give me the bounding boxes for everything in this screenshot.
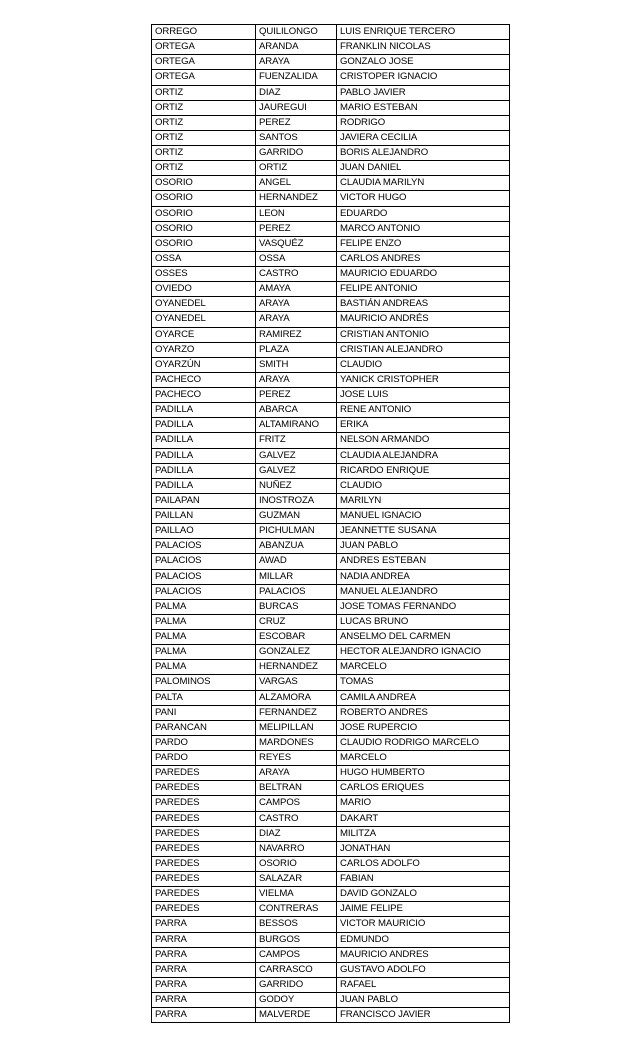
given-names-cell: ROBERTO ANDRES <box>337 705 510 720</box>
second-surname-cell: GALVEZ <box>256 448 337 463</box>
given-names-cell: JUAN DANIEL <box>337 161 510 176</box>
given-names-cell: RODRIGO <box>337 115 510 130</box>
table-row <box>152 660 510 675</box>
given-names-cell: FELIPE ENZO <box>337 236 510 251</box>
second-surname-cell: DIAZ <box>256 85 337 100</box>
given-names-cell: PABLO JAVIER <box>337 85 510 100</box>
second-surname-cell: ARANDA <box>256 40 337 55</box>
second-surname-cell: ESCOBAR <box>256 630 337 645</box>
table-row <box>152 478 510 493</box>
given-names-cell: JOSE TOMAS FERNANDO <box>337 599 510 614</box>
first-surname-cell: PADILLA <box>152 403 256 418</box>
first-surname-cell: PARRA <box>152 993 256 1008</box>
given-names-cell: JONATHAN <box>337 841 510 856</box>
table-row <box>152 917 510 932</box>
second-surname-cell: BURCAS <box>256 599 337 614</box>
table-row <box>152 993 510 1008</box>
first-surname-cell: PADILLA <box>152 478 256 493</box>
first-surname-cell: PARDO <box>152 735 256 750</box>
table-row <box>152 781 510 796</box>
table-row <box>152 872 510 887</box>
given-names-cell: NADIA ANDREA <box>337 569 510 584</box>
second-surname-cell: SANTOS <box>256 130 337 145</box>
first-surname-cell: OYARCE <box>152 327 256 342</box>
given-names-cell: MARILYN <box>337 493 510 508</box>
table-row <box>152 191 510 206</box>
first-surname-cell: PALACIOS <box>152 584 256 599</box>
second-surname-cell: PLAZA <box>256 342 337 357</box>
first-surname-cell: PAREDES <box>152 811 256 826</box>
second-surname-cell: PICHULMAN <box>256 524 337 539</box>
table-row <box>152 85 510 100</box>
table-row <box>152 115 510 130</box>
first-surname-cell: PAILLAO <box>152 524 256 539</box>
first-surname-cell: PADILLA <box>152 463 256 478</box>
given-names-cell: CLAUDIA MARILYN <box>337 176 510 191</box>
table-row <box>152 312 510 327</box>
table-row <box>152 509 510 524</box>
given-names-cell: JUAN PABLO <box>337 539 510 554</box>
first-surname-cell: PARRA <box>152 917 256 932</box>
second-surname-cell: ABANZUA <box>256 539 337 554</box>
second-surname-cell: AMAYA <box>256 282 337 297</box>
first-surname-cell: OSSES <box>152 267 256 282</box>
given-names-cell: JAVIERA CECILIA <box>337 130 510 145</box>
first-surname-cell: OSORIO <box>152 191 256 206</box>
second-surname-cell: MALVERDE <box>256 1008 337 1023</box>
table-row <box>152 705 510 720</box>
table-row <box>152 902 510 917</box>
second-surname-cell: FUENZALIDA <box>256 70 337 85</box>
first-surname-cell: PALTA <box>152 690 256 705</box>
second-surname-cell: ALTAMIRANO <box>256 418 337 433</box>
table-row <box>152 841 510 856</box>
table-row <box>152 962 510 977</box>
given-names-cell: MAURICIO ANDRES <box>337 947 510 962</box>
table-row <box>152 796 510 811</box>
given-names-cell: MARCELO <box>337 751 510 766</box>
given-names-cell: BORIS ALEJANDRO <box>337 146 510 161</box>
given-names-cell: FABIAN <box>337 872 510 887</box>
second-surname-cell: ALZAMORA <box>256 690 337 705</box>
first-surname-cell: ORTEGA <box>152 55 256 70</box>
second-surname-cell: HERNANDEZ <box>256 660 337 675</box>
given-names-cell: CARLOS ADOLFO <box>337 856 510 871</box>
second-surname-cell: PEREZ <box>256 388 337 403</box>
given-names-cell: CAMILA ANDREA <box>337 690 510 705</box>
second-surname-cell: BESSOS <box>256 917 337 932</box>
second-surname-cell: GONZALEZ <box>256 645 337 660</box>
table-row <box>152 433 510 448</box>
second-surname-cell: OSORIO <box>256 856 337 871</box>
second-surname-cell: NUÑEZ <box>256 478 337 493</box>
second-surname-cell: REYES <box>256 751 337 766</box>
second-surname-cell: BELTRAN <box>256 781 337 796</box>
first-surname-cell: PADILLA <box>152 418 256 433</box>
given-names-cell: MANUEL IGNACIO <box>337 509 510 524</box>
table-row <box>152 40 510 55</box>
first-surname-cell: OYANEDEL <box>152 297 256 312</box>
table-row <box>152 584 510 599</box>
second-surname-cell: CONTRERAS <box>256 902 337 917</box>
first-surname-cell: ORTEGA <box>152 40 256 55</box>
second-surname-cell: OSSA <box>256 251 337 266</box>
table-row <box>152 418 510 433</box>
first-surname-cell: OSORIO <box>152 221 256 236</box>
first-surname-cell: OYARZO <box>152 342 256 357</box>
second-surname-cell: GUZMAN <box>256 509 337 524</box>
table-row <box>152 206 510 221</box>
first-surname-cell: PARRA <box>152 947 256 962</box>
first-surname-cell: PAREDES <box>152 826 256 841</box>
given-names-cell: JEANNETTE SUSANA <box>337 524 510 539</box>
given-names-cell: ANDRES ESTEBAN <box>337 554 510 569</box>
table-row <box>152 448 510 463</box>
table-row <box>152 645 510 660</box>
given-names-cell: MAURICIO ANDRÉS <box>337 312 510 327</box>
table-row <box>152 826 510 841</box>
given-names-cell: TOMAS <box>337 675 510 690</box>
given-names-cell: JOSE LUIS <box>337 388 510 403</box>
given-names-cell: MANUEL ALEJANDRO <box>337 584 510 599</box>
second-surname-cell: JAUREGUI <box>256 100 337 115</box>
first-surname-cell: PALMA <box>152 660 256 675</box>
second-surname-cell: ARAYA <box>256 297 337 312</box>
first-surname-cell: PAREDES <box>152 841 256 856</box>
table-row <box>152 539 510 554</box>
first-surname-cell: PANI <box>152 705 256 720</box>
name-list-sheet <box>151 24 509 1023</box>
table-row <box>152 176 510 191</box>
table-row <box>152 357 510 372</box>
first-surname-cell: PALACIOS <box>152 554 256 569</box>
given-names-cell: DAVID GONZALO <box>337 887 510 902</box>
given-names-cell: CLAUDIO <box>337 357 510 372</box>
table-row <box>152 267 510 282</box>
second-surname-cell: ABARCA <box>256 403 337 418</box>
given-names-cell: EDMUNDO <box>337 932 510 947</box>
first-surname-cell: PAILAPAN <box>152 493 256 508</box>
second-surname-cell: ARAYA <box>256 55 337 70</box>
given-names-cell: VICTOR HUGO <box>337 191 510 206</box>
table-row <box>152 161 510 176</box>
table-row <box>152 236 510 251</box>
second-surname-cell: GALVEZ <box>256 463 337 478</box>
table-row <box>152 887 510 902</box>
given-names-cell: CRISTIAN ALEJANDRO <box>337 342 510 357</box>
second-surname-cell: VIELMA <box>256 887 337 902</box>
table-row <box>152 720 510 735</box>
second-surname-cell: VARGAS <box>256 675 337 690</box>
given-names-cell: FRANKLIN NICOLAS <box>337 40 510 55</box>
table-row <box>152 327 510 342</box>
given-names-cell: JOSE RUPERCIO <box>337 720 510 735</box>
names-table <box>151 24 510 1023</box>
given-names-cell: CLAUDIO RODRIGO MARCELO <box>337 735 510 750</box>
first-surname-cell: PAREDES <box>152 781 256 796</box>
first-surname-cell: PAREDES <box>152 902 256 917</box>
first-surname-cell: PAREDES <box>152 856 256 871</box>
second-surname-cell: ARAYA <box>256 766 337 781</box>
second-surname-cell: ORTIZ <box>256 161 337 176</box>
second-surname-cell: SMITH <box>256 357 337 372</box>
given-names-cell: RAFAEL <box>337 977 510 992</box>
table-row <box>152 146 510 161</box>
table-row <box>152 297 510 312</box>
second-surname-cell: CAMPOS <box>256 947 337 962</box>
first-surname-cell: PALMA <box>152 614 256 629</box>
second-surname-cell: CARRASCO <box>256 962 337 977</box>
given-names-cell: CLAUDIA ALEJANDRA <box>337 448 510 463</box>
table-row <box>152 675 510 690</box>
names-table-body <box>152 25 510 1023</box>
first-surname-cell: PALMA <box>152 599 256 614</box>
given-names-cell: LUIS ENRIQUE TERCERO <box>337 25 510 40</box>
table-row <box>152 403 510 418</box>
table-row <box>152 735 510 750</box>
given-names-cell: ANSELMO DEL CARMEN <box>337 630 510 645</box>
second-surname-cell: CRUZ <box>256 614 337 629</box>
table-row <box>152 100 510 115</box>
given-names-cell: DAKART <box>337 811 510 826</box>
first-surname-cell: PAREDES <box>152 796 256 811</box>
table-row <box>152 524 510 539</box>
first-surname-cell: PAREDES <box>152 766 256 781</box>
first-surname-cell: PARRA <box>152 977 256 992</box>
table-row <box>152 55 510 70</box>
given-names-cell: MILITZA <box>337 826 510 841</box>
first-surname-cell: ORTIZ <box>152 161 256 176</box>
table-row <box>152 947 510 962</box>
given-names-cell: VICTOR MAURICIO <box>337 917 510 932</box>
table-row <box>152 932 510 947</box>
second-surname-cell: AWAD <box>256 554 337 569</box>
table-row <box>152 25 510 40</box>
table-row <box>152 130 510 145</box>
first-surname-cell: PAREDES <box>152 887 256 902</box>
second-surname-cell: SALAZAR <box>256 872 337 887</box>
second-surname-cell: INOSTROZA <box>256 493 337 508</box>
second-surname-cell: GARRIDO <box>256 977 337 992</box>
given-names-cell: NELSON ARMANDO <box>337 433 510 448</box>
given-names-cell: GUSTAVO ADOLFO <box>337 962 510 977</box>
first-surname-cell: PACHECO <box>152 372 256 387</box>
given-names-cell: CRISTOPER IGNACIO <box>337 70 510 85</box>
first-surname-cell: ORTIZ <box>152 146 256 161</box>
first-surname-cell: ORTIZ <box>152 100 256 115</box>
table-row <box>152 493 510 508</box>
first-surname-cell: PARDO <box>152 751 256 766</box>
first-surname-cell: PAREDES <box>152 872 256 887</box>
table-row <box>152 630 510 645</box>
second-surname-cell: PEREZ <box>256 115 337 130</box>
first-surname-cell: PALACIOS <box>152 569 256 584</box>
given-names-cell: JUAN PABLO <box>337 993 510 1008</box>
given-names-cell: YANICK CRISTOPHER <box>337 372 510 387</box>
first-surname-cell: PARANCAN <box>152 720 256 735</box>
second-surname-cell: BURGOS <box>256 932 337 947</box>
table-row <box>152 554 510 569</box>
second-surname-cell: ANGEL <box>256 176 337 191</box>
first-surname-cell: OSORIO <box>152 206 256 221</box>
table-row <box>152 690 510 705</box>
second-surname-cell: PALACIOS <box>256 584 337 599</box>
second-surname-cell: QUILILONGO <box>256 25 337 40</box>
table-row <box>152 811 510 826</box>
second-surname-cell: GODOY <box>256 993 337 1008</box>
given-names-cell: FELIPE ANTONIO <box>337 282 510 297</box>
second-surname-cell: MELIPILLAN <box>256 720 337 735</box>
given-names-cell: ERIKA <box>337 418 510 433</box>
first-surname-cell: OSSA <box>152 251 256 266</box>
second-surname-cell: CAMPOS <box>256 796 337 811</box>
second-surname-cell: LEON <box>256 206 337 221</box>
second-surname-cell: DIAZ <box>256 826 337 841</box>
first-surname-cell: PALMA <box>152 630 256 645</box>
given-names-cell: MARIO ESTEBAN <box>337 100 510 115</box>
second-surname-cell: MILLAR <box>256 569 337 584</box>
table-row <box>152 1008 510 1023</box>
second-surname-cell: GARRIDO <box>256 146 337 161</box>
second-surname-cell: NAVARRO <box>256 841 337 856</box>
table-row <box>152 251 510 266</box>
first-surname-cell: ORTIZ <box>152 130 256 145</box>
table-row <box>152 766 510 781</box>
given-names-cell: LUCAS BRUNO <box>337 614 510 629</box>
first-surname-cell: PADILLA <box>152 433 256 448</box>
second-surname-cell: MARDONES <box>256 735 337 750</box>
given-names-cell: CARLOS ERIQUES <box>337 781 510 796</box>
first-surname-cell: OYARZÚN <box>152 357 256 372</box>
table-row <box>152 70 510 85</box>
table-row <box>152 388 510 403</box>
given-names-cell: CLAUDIO <box>337 478 510 493</box>
table-row <box>152 463 510 478</box>
second-surname-cell: VASQUÉZ <box>256 236 337 251</box>
given-names-cell: HECTOR ALEJANDRO IGNACIO <box>337 645 510 660</box>
first-surname-cell: PALMA <box>152 645 256 660</box>
second-surname-cell: ARAYA <box>256 372 337 387</box>
table-row <box>152 856 510 871</box>
given-names-cell: MARIO <box>337 796 510 811</box>
first-surname-cell: PARRA <box>152 932 256 947</box>
second-surname-cell: FRITZ <box>256 433 337 448</box>
given-names-cell: GONZALO JOSE <box>337 55 510 70</box>
table-row <box>152 282 510 297</box>
table-row <box>152 599 510 614</box>
second-surname-cell: RAMIREZ <box>256 327 337 342</box>
first-surname-cell: PARRA <box>152 962 256 977</box>
given-names-cell: RICARDO ENRIQUE <box>337 463 510 478</box>
second-surname-cell: FERNANDEZ <box>256 705 337 720</box>
second-surname-cell: CASTRO <box>256 267 337 282</box>
table-row <box>152 221 510 236</box>
table-row <box>152 342 510 357</box>
first-surname-cell: ORTEGA <box>152 70 256 85</box>
given-names-cell: MAURICIO EDUARDO <box>337 267 510 282</box>
first-surname-cell: PAILLAN <box>152 509 256 524</box>
given-names-cell: CARLOS ANDRES <box>337 251 510 266</box>
first-surname-cell: OYANEDEL <box>152 312 256 327</box>
first-surname-cell: PADILLA <box>152 448 256 463</box>
given-names-cell: MARCO ANTONIO <box>337 221 510 236</box>
given-names-cell: FRANCISCO JAVIER <box>337 1008 510 1023</box>
given-names-cell: BASTIÁN ANDREAS <box>337 297 510 312</box>
first-surname-cell: ORREGO <box>152 25 256 40</box>
table-row <box>152 614 510 629</box>
given-names-cell: MARCELO <box>337 660 510 675</box>
given-names-cell: CRISTIAN ANTONIO <box>337 327 510 342</box>
first-surname-cell: ORTIZ <box>152 115 256 130</box>
second-surname-cell: ARAYA <box>256 312 337 327</box>
first-surname-cell: OSORIO <box>152 176 256 191</box>
second-surname-cell: CASTRO <box>256 811 337 826</box>
first-surname-cell: PALACIOS <box>152 539 256 554</box>
first-surname-cell: PACHECO <box>152 388 256 403</box>
first-surname-cell: ORTIZ <box>152 85 256 100</box>
second-surname-cell: HERNANDEZ <box>256 191 337 206</box>
first-surname-cell: PALOMINOS <box>152 675 256 690</box>
first-surname-cell: OVIEDO <box>152 282 256 297</box>
given-names-cell: HUGO HUMBERTO <box>337 766 510 781</box>
given-names-cell: JAIME FELIPE <box>337 902 510 917</box>
given-names-cell: EDUARDO <box>337 206 510 221</box>
table-row <box>152 977 510 992</box>
first-surname-cell: OSORIO <box>152 236 256 251</box>
first-surname-cell: PARRA <box>152 1008 256 1023</box>
second-surname-cell: PEREZ <box>256 221 337 236</box>
table-row <box>152 372 510 387</box>
table-row <box>152 569 510 584</box>
table-row <box>152 751 510 766</box>
given-names-cell: RENE ANTONIO <box>337 403 510 418</box>
